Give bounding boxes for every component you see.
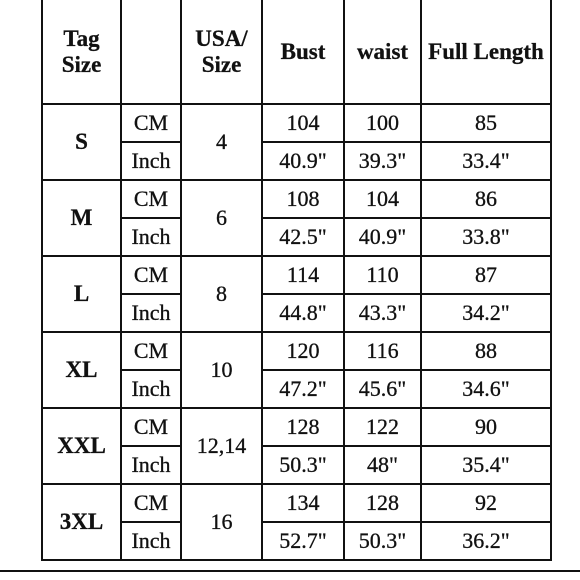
header-row — [42, 0, 551, 104]
bust-cm-cell: 114 — [262, 256, 344, 294]
unit-cm-cell: CM — [121, 256, 181, 294]
length-cm-cell: 90 — [421, 408, 551, 446]
waist-inch-cell: 50.3" — [344, 522, 421, 560]
waist-cm-cell: 128 — [344, 484, 421, 522]
header-full-length: Full Length — [421, 0, 551, 104]
waist-cm-cell: 104 — [344, 180, 421, 218]
header-usa-line2: Size — [201, 51, 242, 77]
length-inch-cell: 34.2" — [421, 294, 551, 332]
length-cm-cell: 85 — [421, 104, 551, 142]
unit-inch-cell: Inch — [121, 218, 181, 256]
length-cm-cell: 88 — [421, 332, 551, 370]
unit-inch-cell: Inch — [121, 446, 181, 484]
usa-size-cell: 4 — [181, 104, 262, 180]
waist-inch-cell: 45.6" — [344, 370, 421, 408]
table-row — [42, 484, 551, 522]
unit-cm-cell: CM — [121, 408, 181, 446]
bust-cm-cell: 120 — [262, 332, 344, 370]
waist-inch-cell: 43.3" — [344, 294, 421, 332]
unit-inch-cell: Inch — [121, 142, 181, 180]
bust-cm-cell: 104 — [262, 104, 344, 142]
length-cm-cell: 92 — [421, 484, 551, 522]
tag-size-cell: S — [42, 104, 121, 180]
tag-size-cell: L — [42, 256, 121, 332]
bust-inch-cell: 40.9" — [262, 142, 344, 180]
waist-inch-cell: 39.3" — [344, 142, 421, 180]
header-tag-size: Tag Size — [42, 0, 121, 104]
waist-inch-cell: 40.9" — [344, 218, 421, 256]
length-inch-cell: 33.4" — [421, 142, 551, 180]
table-row — [42, 332, 551, 370]
usa-size-cell: 6 — [181, 180, 262, 256]
tag-size-cell: 3XL — [42, 484, 121, 560]
table-row — [42, 104, 551, 142]
length-cm-cell: 86 — [421, 180, 551, 218]
table-row — [42, 408, 551, 446]
header-bust: Bust — [262, 0, 344, 104]
usa-size-cell: 8 — [181, 256, 262, 332]
unit-cm-cell: CM — [121, 332, 181, 370]
waist-cm-cell: 100 — [344, 104, 421, 142]
length-cm-cell: 87 — [421, 256, 551, 294]
unit-inch-cell: Inch — [121, 294, 181, 332]
header-usa-line1: USA/ — [195, 26, 248, 52]
header-unit-blank — [121, 0, 181, 104]
bust-inch-cell: 42.5" — [262, 218, 344, 256]
waist-cm-cell: 110 — [344, 256, 421, 294]
size-chart-body — [42, 104, 551, 560]
header-waist: waist — [344, 0, 421, 104]
unit-cm-cell: CM — [121, 180, 181, 218]
tag-size-cell: M — [42, 180, 121, 256]
length-inch-cell: 34.6" — [421, 370, 551, 408]
bottom-rule — [0, 570, 580, 572]
waist-cm-cell: 122 — [344, 408, 421, 446]
header-usa-size — [181, 0, 262, 104]
unit-inch-cell: Inch — [121, 370, 181, 408]
size-chart-table — [41, 0, 552, 561]
usa-size-cell: 16 — [181, 484, 262, 560]
bust-cm-cell: 108 — [262, 180, 344, 218]
bust-cm-cell: 134 — [262, 484, 344, 522]
bust-inch-cell: 44.8" — [262, 294, 344, 332]
tag-size-cell: XL — [42, 332, 121, 408]
tag-size-cell: XXL — [42, 408, 121, 484]
usa-size-cell: 12,14 — [181, 408, 262, 484]
length-inch-cell: 35.4" — [421, 446, 551, 484]
waist-cm-cell: 116 — [344, 332, 421, 370]
length-inch-cell: 33.8" — [421, 218, 551, 256]
unit-cm-cell: CM — [121, 104, 181, 142]
table-row — [42, 256, 551, 294]
bust-cm-cell: 128 — [262, 408, 344, 446]
table-row — [42, 180, 551, 218]
bust-inch-cell: 50.3" — [262, 446, 344, 484]
unit-inch-cell: Inch — [121, 522, 181, 560]
unit-cm-cell: CM — [121, 484, 181, 522]
bust-inch-cell: 47.2" — [262, 370, 344, 408]
usa-size-cell: 10 — [181, 332, 262, 408]
bust-inch-cell: 52.7" — [262, 522, 344, 560]
length-inch-cell: 36.2" — [421, 522, 551, 560]
waist-inch-cell: 48" — [344, 446, 421, 484]
